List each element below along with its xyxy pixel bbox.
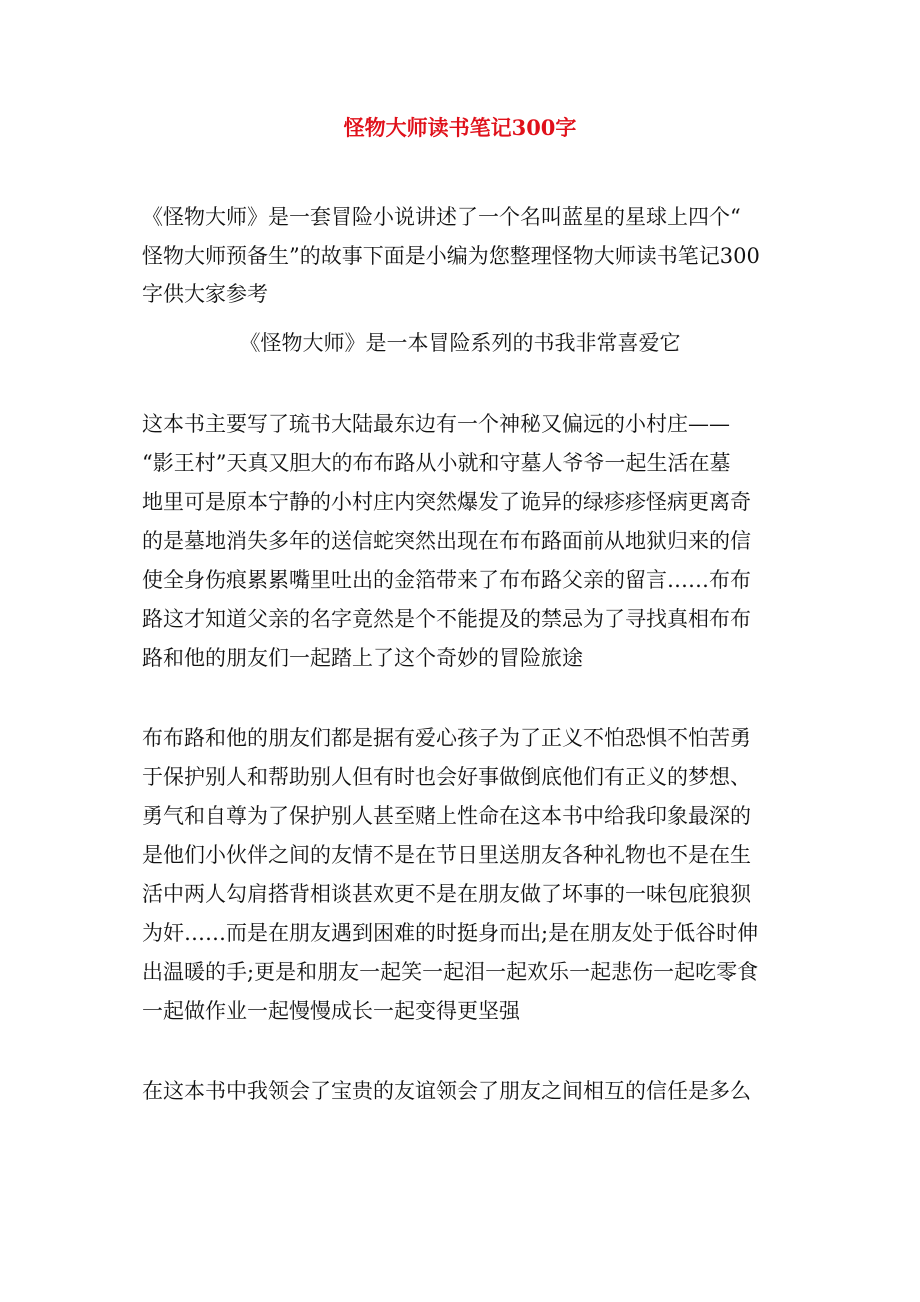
paragraph-line: “影王村”天真又胆大的布布路从小就和守墓人爷爷一起生活在墓 [142, 451, 731, 475]
paragraph-line: 于保护别人和帮助别人但有时也会好事做倒底他们有正义的梦想、 [142, 765, 751, 789]
paragraph-line: 在这本书中我领会了宝贵的友谊领会了朋友之间相互的信任是多么 [142, 1079, 751, 1103]
paragraph-line: 路这才知道父亲的名字竟然是个不能提及的禁忌为了寻找真相布布 [142, 607, 751, 631]
paragraph-line: 是他们小伙伴之间的友情不是在节日里送朋友各种礼物也不是在生 [142, 843, 751, 867]
paragraph-line: 一起做作业一起慢慢成长一起变得更坚强 [142, 999, 520, 1023]
document-title: 怪物大师读书笔记300字 [343, 115, 577, 140]
intro-line: 字供大家参考 [142, 282, 268, 306]
paragraph-line: 勇气和自尊为了保护别人甚至赌上性命在这本书中给我印象最深的 [142, 804, 751, 828]
intro-line: 《怪物大师》是一套冒险小说讲述了一个名叫蓝星的星球上四个“ [142, 205, 741, 229]
paragraph-line: 路和他的朋友们一起踏上了这个奇妙的冒险旅途 [142, 646, 583, 670]
subtitle-line: 《怪物大师》是一本冒险系列的书我非常喜爱它 [239, 331, 681, 355]
paragraph-line: 这本书主要写了琉书大陆最东边有一个神秘又偏远的小村庄—— [142, 412, 730, 436]
paragraph-line: 地里可是原本宁静的小村庄内突然爆发了诡异的绿疹疹怪病更离奇 [142, 490, 751, 514]
intro-line: 怪物大师预备生”的故事下面是小编为您整理怪物大师读书笔记300 [142, 244, 760, 268]
paragraph-line: 为奸……而是在朋友遇到困难的时挺身而出;是在朋友处于低谷时伸 [142, 921, 759, 945]
paragraph-line: 使全身伤痕累累嘴里吐出的金箔带来了布布路父亲的留言……布布 [142, 568, 751, 592]
paragraph-line: 的是墓地消失多年的送信蛇突然出现在布布路面前从地狱归来的信 [142, 529, 751, 553]
paragraph-line: 出温暖的手;更是和朋友一起笑一起泪一起欢乐一起悲伤一起吃零食 [142, 960, 759, 984]
paragraph-line: 布布路和他的朋友们都是据有爱心孩子为了正义不怕恐惧不怕苦勇 [142, 726, 751, 750]
paragraph-line: 活中两人勾肩搭背相谈甚欢更不是在朋友做了坏事的一味包庇狼狈 [142, 882, 751, 906]
